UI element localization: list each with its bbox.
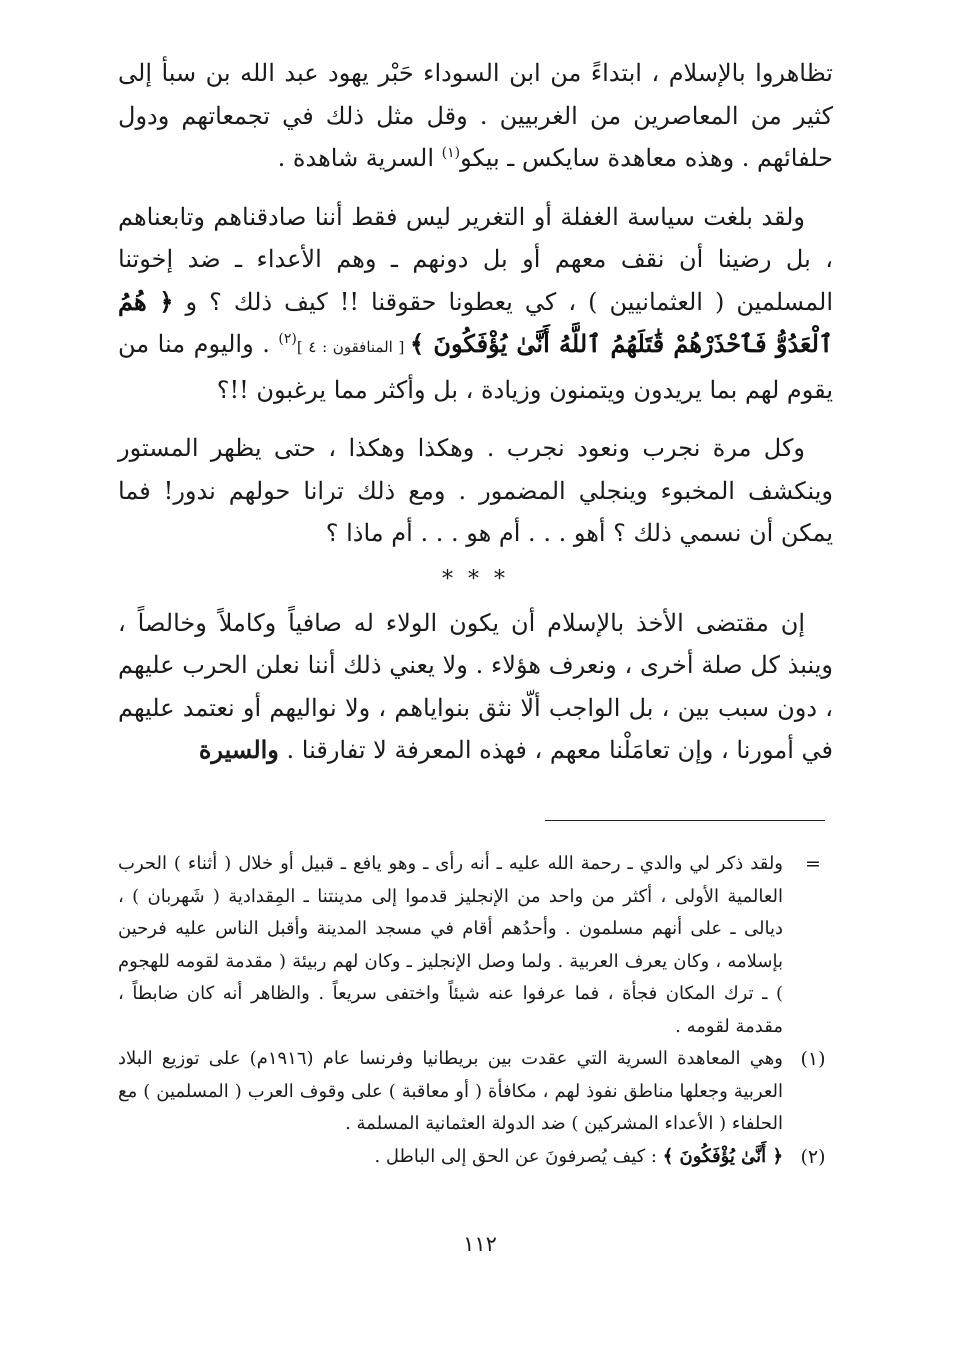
- footnote-divider: [545, 820, 825, 821]
- paragraph-4-text: إن مقتضى الأخذ بالإسلام أن يكون الولاء له صافياً وكاملاً وخالصاً ، وينبذ كل صلة أخرى ، ونعرف هؤلاء . ولا يعني ذلك أننا نعلن الحرب عليهم ، دون سبب بين ، بل الواجب ألّا نثق بنواياهم ، ولا نواليهم أو نعتمد عليهم في أمورنا ، وإن تعامَلْنا معهم ، فهذه المعرفة لا تفارقنا .: [118, 608, 833, 764]
- paragraph-3: وكل مرة نجرب ونعود نجرب . وهكذا وهكذا ، حتى يظهر المستور وينكشف المخبوء وينجلي المضمور . ومع ذلك ترانا حولهم ندور! فما يمكن أن نسمي ذلك ؟ أهو . . . أم هو . . . أم ماذا ؟: [118, 434, 833, 547]
- quran-verse: ﴿ هُمُ ٱلْعَدُوُّ فَٱحْذَرْهُمْ قَٰتَلَهُمُ ٱللَّهُ أَنَّىٰ يُؤْفَكُونَ ﴾: [118, 286, 834, 358]
- footnote-verse: ﴿ أَنَّىٰ يُؤْفَكُونَ ﴾: [662, 1145, 783, 1167]
- paragraph-2-text-b: . واليوم منا من يقوم لهم بما يريدون ويتمنون وزيادة ، بل وأكثر مما يرغبون !!؟: [118, 330, 833, 404]
- paragraph-2: [118, 196, 833, 412]
- paragraph-2-text-a: ولقد بلغت سياسة الغفلة أو التغرير ليس فقط أننا صادقناهم وتابعناهم ، بل رضينا أن نقف معهم أو بل دونهم ـ وهم الأعداء ـ ضد إخوتنا المسلمين ( العثمانيين ) ، كي يعطونا حقوقنا !! كيف ذلك ؟ و: [118, 202, 833, 316]
- footnote-text: : كيف يُصرفونَ عن الحق إلى الباطل .: [374, 1145, 663, 1167]
- footnote-mark: (١): [800, 1048, 826, 1070]
- footnote-text: وهي المعاهدة السرية التي عقدت بين بريطانيا وفرنسا عام (١٩١٦م) على توزيع البلاد العربية وجعلها مناطق نفوذ لهم ، مكافأة ( أو معاقبة ) على وقوف العرب ( المسلمين ) مع الحلفاء ( الأعداء المشركين ) ضد الدولة العثمانية المسلمة .: [118, 1048, 783, 1134]
- section-separator: * * *: [442, 566, 509, 592]
- footnote-1: [118, 1043, 843, 1141]
- paragraph-1-text: تظاهروا بالإسلام ، ابتداءً من ابن السوداء حَبْر يهود عبد الله بن سبأ إلى كثير من المعاصرين من الغربيين . وقل مثل ذلك في تجمعاتهم ودول حلفائهم . وهذه معاهدة سايكس ـ بيكو: [118, 59, 833, 172]
- paragraph-1-end: السرية شاهدة .: [277, 144, 442, 172]
- page-number: ١١٢: [463, 1232, 497, 1256]
- footnote-mark: (٢): [800, 1145, 826, 1168]
- paragraph-1: [118, 52, 833, 180]
- footnote-text-wrap: [118, 1141, 783, 1174]
- footnote-2: [118, 1141, 843, 1174]
- footnote-ref-2: (٢): [278, 331, 297, 347]
- verse-source: [ المنافقون : ٤ ]: [296, 338, 411, 356]
- footnote-ref-1: (١): [441, 145, 461, 161]
- main-text: [118, 52, 833, 772]
- footnotes: [118, 848, 843, 1173]
- footnote-mark: =: [805, 853, 821, 875]
- footnote-text: ولقد ذكر لي والدي ـ رحمة الله عليه ـ أنه رأى ـ وهو يافع ـ قبيل أو خلال ( أثناء ) الحرب العالمية الأولى ، أكثر من واحد من الإنجليز قدموا إلى مدينتنا ـ المِقدادية ( شَهربان ) ، ديالى ـ على أنهم مسلمون . وأحدُهم أقام في مسجد المدينة وأقبل الناس عليه فرحين بإسلامه ، وكان يعرف العربية . ولما وصل الإنجليز ـ وكان لهم ربيئة ( مقدمة لقومه للهجوم ) ـ ترك المكان فجأة ، فما عرفوا عنه شيئاً واختفى سريعاً . والظاهر أنه كان ضابطاً ، مقدمة لقومه .: [118, 853, 783, 1037]
- paragraph-4-bold-word: والسيرة: [198, 735, 279, 764]
- footnote-continued: [118, 848, 843, 1043]
- paragraph-4: [118, 602, 833, 772]
